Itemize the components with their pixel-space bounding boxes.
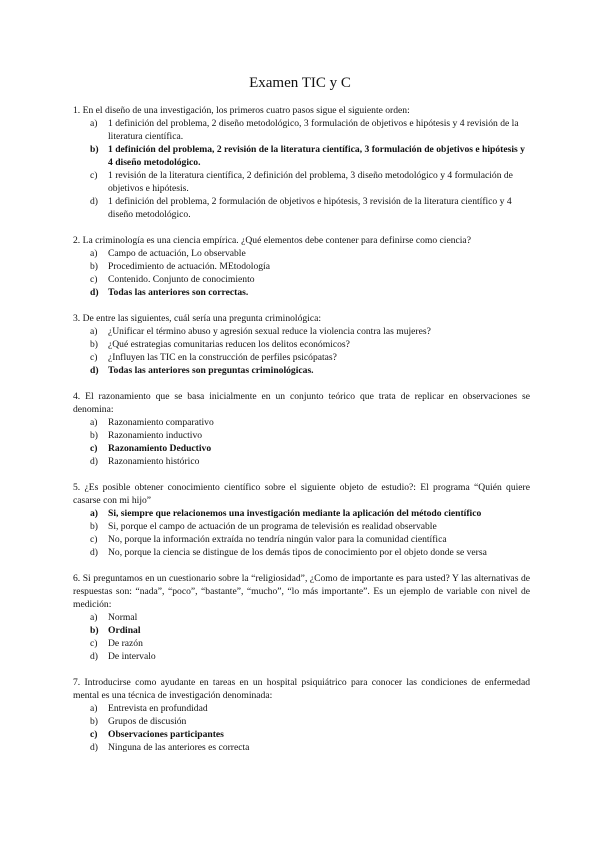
option-2d	[73, 286, 530, 299]
option-list	[73, 416, 530, 468]
option-letter: d)	[90, 742, 98, 753]
option-text: 1 definición del problema, 2 formulación de objetivos e hipótesis, 3 revisión de la literatura científico y 4 diseño metodológico.	[108, 196, 512, 220]
question-2	[73, 234, 530, 299]
option-7a	[73, 702, 530, 715]
option-3d	[73, 364, 530, 377]
option-text: 1 definición del problema, 2 diseño metodológico, 3 formulación de objetivos e hipótesis y 4 revisión de la literatura científica.	[108, 118, 519, 142]
option-6d	[73, 650, 530, 663]
option-6b	[73, 624, 530, 637]
page-title: Examen TIC y C	[249, 75, 351, 91]
option-text: Todas las anteriores son correctas.	[108, 287, 249, 298]
option-letter: b)	[90, 521, 98, 532]
option-letter: a)	[90, 248, 98, 259]
option-letter: a)	[90, 508, 98, 519]
option-4b	[73, 429, 530, 442]
option-letter: a)	[90, 118, 98, 129]
option-list	[73, 702, 530, 754]
option-letter: c)	[90, 352, 98, 363]
option-text: ¿Unificar el término abuso y agresión sexual reduce la violencia contra las mujeres?	[108, 326, 431, 337]
option-letter: b)	[90, 144, 99, 155]
option-list	[73, 325, 530, 377]
option-text: Normal	[108, 612, 138, 623]
option-1b	[73, 143, 530, 169]
question-3	[73, 312, 530, 377]
option-letter: d)	[90, 365, 99, 376]
option-text: Razonamiento histórico	[108, 456, 200, 467]
option-letter: a)	[90, 612, 98, 623]
option-letter: c)	[90, 729, 98, 740]
question-6	[73, 572, 530, 663]
question-stem: 6. Si preguntamos en un cuestionario sobre la “religiosidad”, ¿Como de importante es para usted? Y las alternativas de respuestas son: “nada”, “poco”, “bastante”, “mucho”, “lo más importante”. Es un ejemplo de variable con nivel de medición:	[73, 573, 530, 610]
option-text: No, porque la ciencia se distingue de los demás tipos de conocimiento por el objeto donde se versa	[108, 547, 487, 558]
option-letter: d)	[90, 456, 98, 467]
option-text: Si, porque el campo de actuación de un programa de televisión es realidad observable	[108, 521, 437, 532]
option-1d	[73, 195, 530, 221]
option-letter: b)	[90, 625, 99, 636]
option-text: De intervalo	[108, 651, 156, 662]
question-stem: 3. De entre las siguientes, cuál sería una pregunta criminológica:	[73, 313, 322, 324]
option-letter: b)	[90, 261, 98, 272]
option-text: Entrevista en profundidad	[108, 703, 208, 714]
option-1a	[73, 117, 530, 143]
question-stem: 1. En el diseño de una investigación, los primeros cuatro pasos sigue el siguiente orden:	[73, 105, 410, 116]
option-text: De razón	[108, 638, 143, 649]
option-text: Razonamiento Deductivo	[108, 443, 212, 454]
option-2a	[73, 247, 530, 260]
option-text: Ninguna de las anteriores es correcta	[108, 742, 250, 753]
option-text: Campo de actuación, Lo observable	[108, 248, 246, 259]
option-letter: a)	[90, 326, 98, 337]
option-7d	[73, 741, 530, 754]
option-text: Observaciones participantes	[108, 729, 224, 740]
option-2b	[73, 260, 530, 273]
option-letter: a)	[90, 417, 98, 428]
option-5c	[73, 533, 530, 546]
question-stem: 5. ¿Es posible obtener conocimiento científico sobre el siguiente objeto de estudio?: El programa “Quién quiere casarse con mi hijo”	[73, 482, 530, 506]
question-list	[73, 104, 530, 767]
question-1	[73, 104, 530, 221]
option-text: Razonamiento comparativo	[108, 417, 214, 428]
option-text: Si, siempre que relacionemos una investigación mediante la aplicación del método científico	[108, 508, 482, 519]
option-text: Grupos de discusión	[108, 716, 187, 727]
option-3a	[73, 325, 530, 338]
option-letter: d)	[90, 547, 98, 558]
option-text: Contenido. Conjunto de conocimiento	[108, 274, 255, 285]
question-stem: 2. La criminología es una ciencia empírica. ¿Qué elementos debe contener para definirse como ciencia?	[73, 235, 471, 246]
option-7c	[73, 728, 530, 741]
option-text: ¿Influyen las TIC en la construcción de perfiles psicópatas?	[108, 352, 337, 363]
option-6a	[73, 611, 530, 624]
option-list	[73, 117, 530, 221]
option-text: Todas las anteriores son preguntas criminológicas.	[108, 365, 314, 376]
option-5a	[73, 507, 530, 520]
option-letter: c)	[90, 170, 98, 181]
option-letter: d)	[90, 287, 99, 298]
option-text: Procedimiento de actuación. MEtodología	[108, 261, 270, 272]
option-list	[73, 611, 530, 663]
option-1c	[73, 169, 530, 195]
option-5d	[73, 546, 530, 559]
option-text: Razonamiento inductivo	[108, 430, 203, 441]
option-letter: b)	[90, 430, 98, 441]
option-letter: c)	[90, 274, 98, 285]
option-4d	[73, 455, 530, 468]
option-5b	[73, 520, 530, 533]
option-letter: d)	[90, 651, 98, 662]
option-letter: c)	[90, 638, 98, 649]
option-text: 1 definición del problema, 2 revisión de la literatura científica, 3 formulación de objetivos e hipótesis y 4 diseño metodológico.	[108, 144, 525, 168]
option-text: Ordinal	[108, 625, 141, 636]
question-5	[73, 481, 530, 559]
option-text: 1 revisión de la literatura científica, 2 definición del problema, 3 diseño metodológico y 4 formulación de objetivos e hipótesis.	[108, 170, 513, 194]
question-7	[73, 676, 530, 754]
option-list	[73, 247, 530, 299]
option-7b	[73, 715, 530, 728]
option-text: No, porque la información extraída no tendría ningún valor para la comunidad científica	[108, 534, 447, 545]
option-letter: b)	[90, 716, 98, 727]
question-4	[73, 390, 530, 468]
question-stem: 4. El razonamiento que se basa inicialmente en un conjunto teórico que trata de replicar en observaciones se denomina:	[73, 391, 530, 415]
option-2c	[73, 273, 530, 286]
option-letter: b)	[90, 339, 98, 350]
option-letter: c)	[90, 534, 98, 545]
option-3b	[73, 338, 530, 351]
option-letter: a)	[90, 703, 98, 714]
question-stem: 7. Introducirse como ayudante en tareas en un hospital psiquiátrico para conocer las condiciones de enfermedad mental es una técnica de investigación denominada:	[73, 677, 530, 701]
option-text: ¿Qué estrategias comunitarias reducen los delitos económicos?	[108, 339, 350, 350]
option-6c	[73, 637, 530, 650]
option-letter: c)	[90, 443, 98, 454]
option-letter: d)	[90, 196, 98, 207]
option-4a	[73, 416, 530, 429]
option-list	[73, 507, 530, 559]
option-4c	[73, 442, 530, 455]
option-3c	[73, 351, 530, 364]
